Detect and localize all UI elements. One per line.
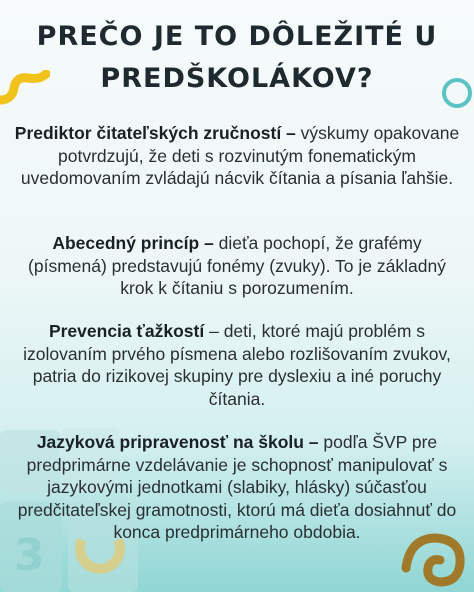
section-heading: Abecedný princíp – bbox=[52, 233, 214, 253]
svg-text:3: 3 bbox=[14, 530, 45, 581]
section-predictor bbox=[14, 122, 460, 190]
teal-circle-icon bbox=[440, 76, 474, 110]
section-text: dieťa pochopí, že grafémy (písmená) predstavujú fonémy (zvuky). To je základný krok k čítaniu s porozumením. bbox=[28, 233, 446, 298]
section-alphabetic-principle bbox=[14, 232, 460, 300]
section-heading: Jazyková pripravenosť na školu – bbox=[36, 432, 319, 452]
section-prevention bbox=[14, 320, 460, 410]
section-heading: Prevencia ťažkostí bbox=[48, 321, 205, 341]
section-heading: Prediktor čitateľských zručností – bbox=[14, 123, 296, 143]
section-school-readiness bbox=[14, 431, 460, 544]
section-text: – deti, ktoré majú problém s izolovaním prvého písmena alebo rozlišovaním zvukov, patria do rizikovej skupiny pre dyslexiu a iné poruchy čítania. bbox=[23, 321, 451, 409]
page-title: PREČO JE TO DÔLEŽITÉ U PREDŠKOLÁKOV? bbox=[36, 21, 438, 94]
section-text: podľa ŠVP pre predprimárne vzdelávanie je schopnosť manipulovať s jazykovými jednotkami (slabiky, hlásky) súčasťou predčitateľskej gramotnosti, ktorú má dieťa dosiahnuť do konca predprimárneho obdobia. bbox=[17, 432, 457, 542]
section-text: výskumy opakovane potvrdzujú, že deti s rozvinutým fonematickým uvedomovaním zvládajú nácvik čítania a písania ľahšie. bbox=[20, 123, 460, 188]
